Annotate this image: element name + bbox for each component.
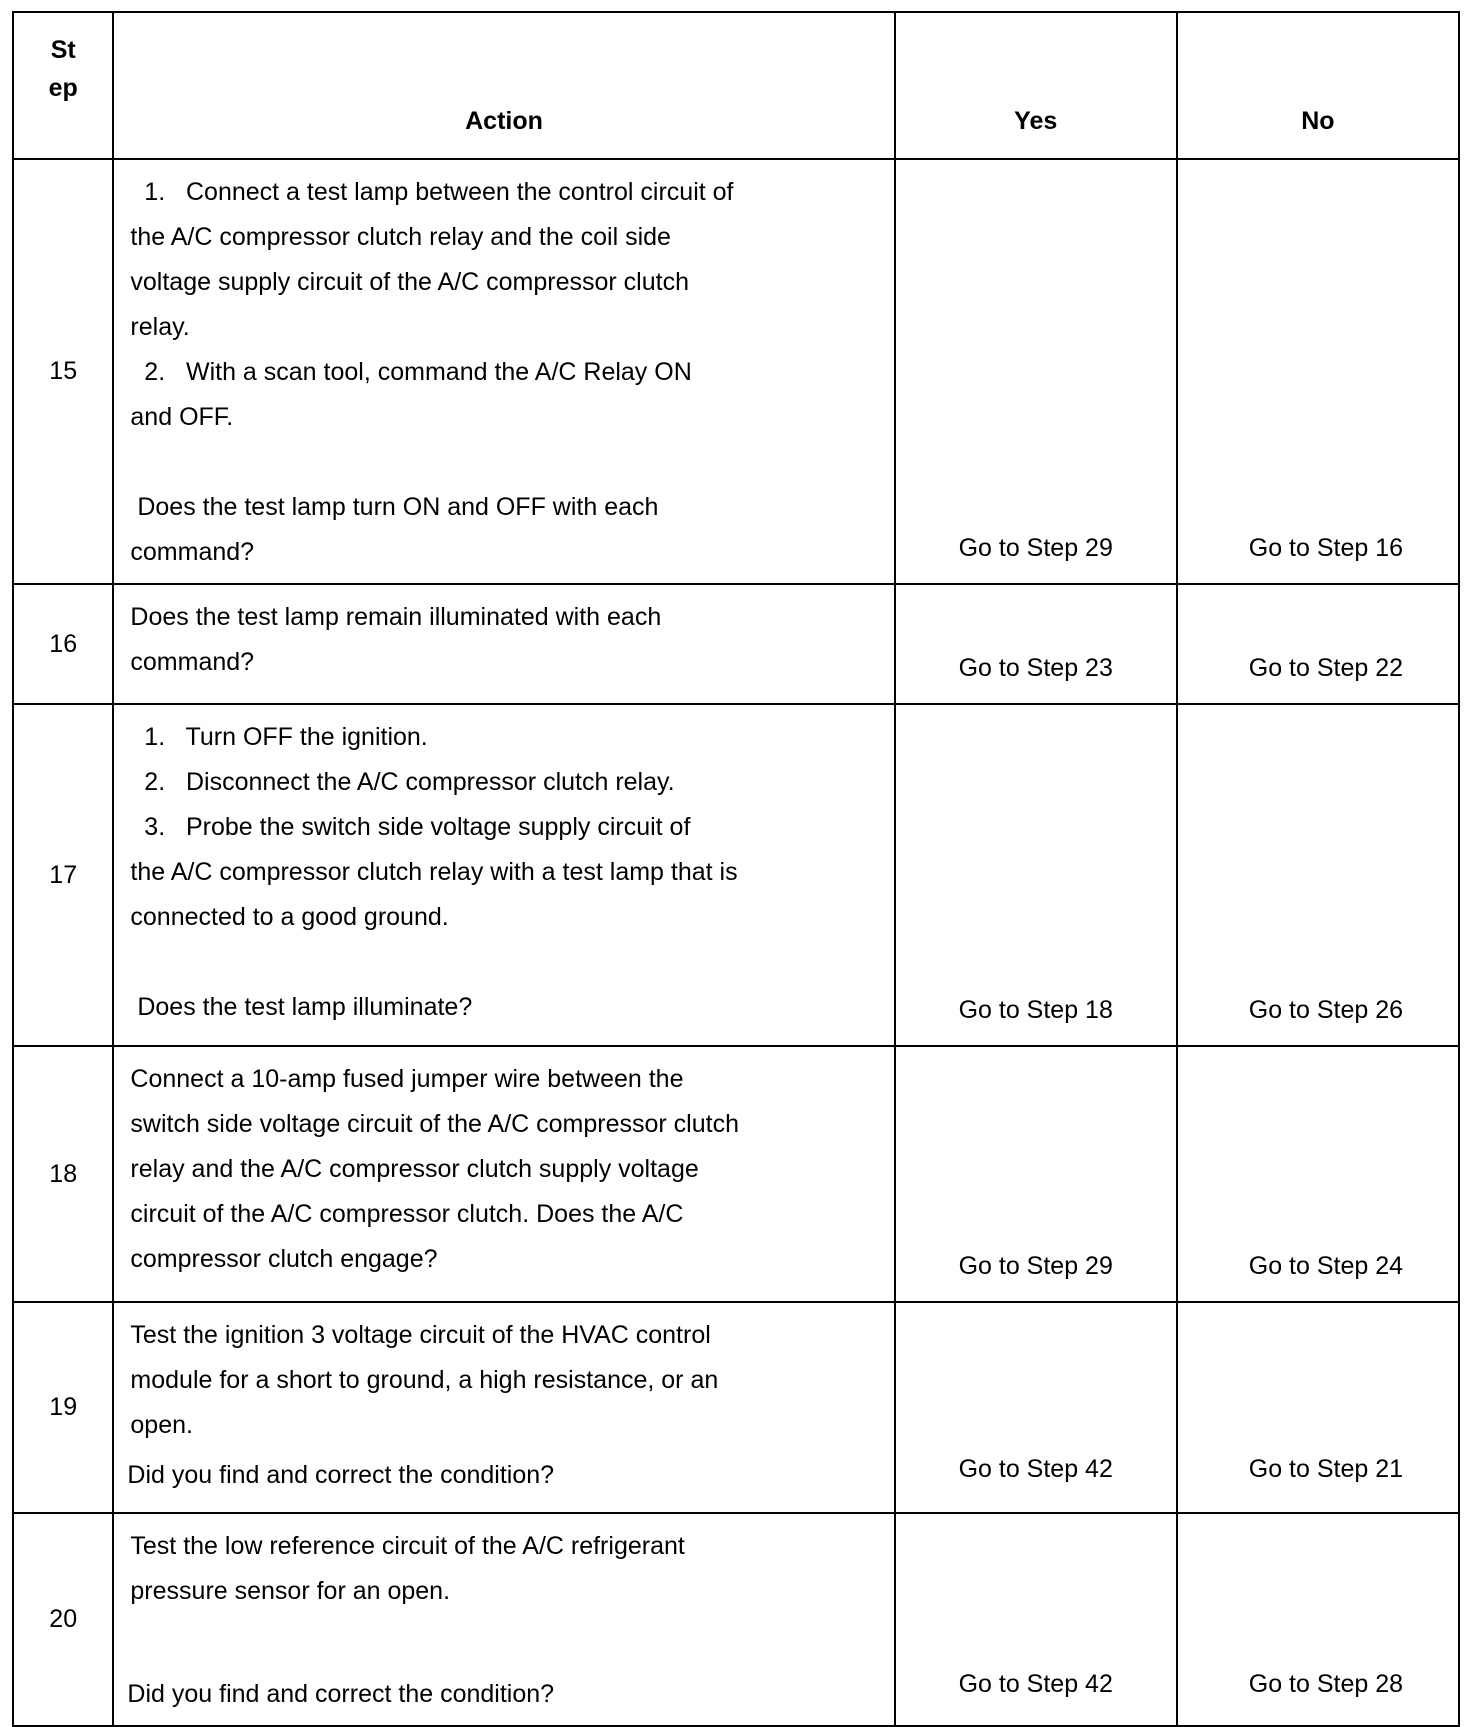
table-row [13,1046,1459,1302]
question-line: Did you find and correct the condition? [127,1680,555,1708]
no-cell [1177,1513,1459,1726]
action-cell [113,704,894,1046]
no-link[interactable]: Go to Step 24 [1248,1252,1404,1280]
step-header-line1: St [50,36,76,64]
action-line: the A/C compressor clutch relay with a test lamp that is [130,858,738,886]
no-link[interactable]: Go to Step 16 [1248,534,1404,562]
yes-link[interactable]: Go to Step 18 [958,996,1113,1024]
step-number: 19 [13,1302,113,1513]
question-line: command? [130,538,255,566]
action-line: command? [130,648,255,676]
question-line: Does the test lamp illuminate? [130,993,473,1021]
yes-link[interactable]: Go to Step 23 [958,654,1113,682]
action-line: relay. [130,313,190,341]
no-column-header: No [1177,12,1459,159]
action-line: 1. Turn OFF the ignition. [130,723,428,751]
action-cell [113,1302,894,1513]
action-cell [113,159,894,584]
action-line: 3. Probe the switch side voltage supply circuit of [130,813,691,841]
yes-column-header: Yes [895,12,1177,159]
no-cell [1177,704,1459,1046]
action-cell [113,1513,894,1726]
yes-cell [895,159,1177,584]
no-cell [1177,159,1459,584]
action-line: relay and the A/C compressor clutch supply voltage [130,1155,699,1183]
table-row [13,159,1459,584]
no-link[interactable]: Go to Step 22 [1248,654,1404,682]
step-header-line2: ep [48,74,78,102]
action-line: module for a short to ground, a high resistance, or an [130,1366,719,1394]
yes-cell [895,704,1177,1046]
yes-cell [895,584,1177,704]
action-line: open. [130,1411,193,1439]
yes-cell [895,1513,1177,1726]
action-line: Does the test lamp remain illuminated with each [130,603,662,631]
action-line: voltage supply circuit of the A/C compressor clutch [130,268,689,296]
no-cell [1177,1302,1459,1513]
action-cell [113,1046,894,1302]
table-row [13,1513,1459,1726]
table-row [13,584,1459,704]
yes-link[interactable]: Go to Step 42 [958,1455,1113,1483]
action-line: Test the low reference circuit of the A/C refrigerant [130,1532,685,1560]
action-column-header: Action [113,12,894,159]
action-line: compressor clutch engage? [130,1245,438,1273]
step-number: 20 [13,1513,113,1726]
step-number: 15 [13,159,113,584]
action-line: connected to a good ground. [130,903,449,931]
step-number: 16 [13,584,113,704]
action-line: 2. With a scan tool, command the A/C Relay ON [130,358,692,386]
action-line: Connect a 10-amp fused jumper wire between the [130,1065,684,1093]
action-line: pressure sensor for an open. [130,1577,451,1605]
table-row [13,704,1459,1046]
action-line: the A/C compressor clutch relay and the coil side [130,223,671,251]
no-cell [1177,584,1459,704]
question-line: Did you find and correct the condition? [127,1461,555,1489]
table-row [13,1302,1459,1513]
yes-link[interactable]: Go to Step 29 [958,534,1113,562]
action-line: Test the ignition 3 voltage circuit of the HVAC control [130,1321,711,1349]
yes-cell [895,1046,1177,1302]
action-line: switch side voltage circuit of the A/C compressor clutch [130,1110,739,1138]
no-link[interactable]: Go to Step 21 [1248,1455,1404,1483]
yes-link[interactable]: Go to Step 42 [958,1670,1113,1698]
action-cell [113,584,894,704]
diagnostic-table [12,11,1460,1727]
no-link[interactable]: Go to Step 26 [1248,996,1404,1024]
step-column-header [13,12,113,159]
yes-cell [895,1302,1177,1513]
no-link[interactable]: Go to Step 28 [1248,1670,1404,1698]
action-line: 2. Disconnect the A/C compressor clutch relay. [130,768,675,796]
step-number: 18 [13,1046,113,1302]
question-line: Does the test lamp turn ON and OFF with each [130,493,659,521]
yes-link[interactable]: Go to Step 29 [958,1252,1113,1280]
no-cell [1177,1046,1459,1302]
action-line: and OFF. [130,403,234,431]
step-number: 17 [13,704,113,1046]
action-line: 1. Connect a test lamp between the control circuit of [130,178,734,206]
header-row [13,12,1459,159]
action-line: circuit of the A/C compressor clutch. Does the A/C [130,1200,684,1228]
